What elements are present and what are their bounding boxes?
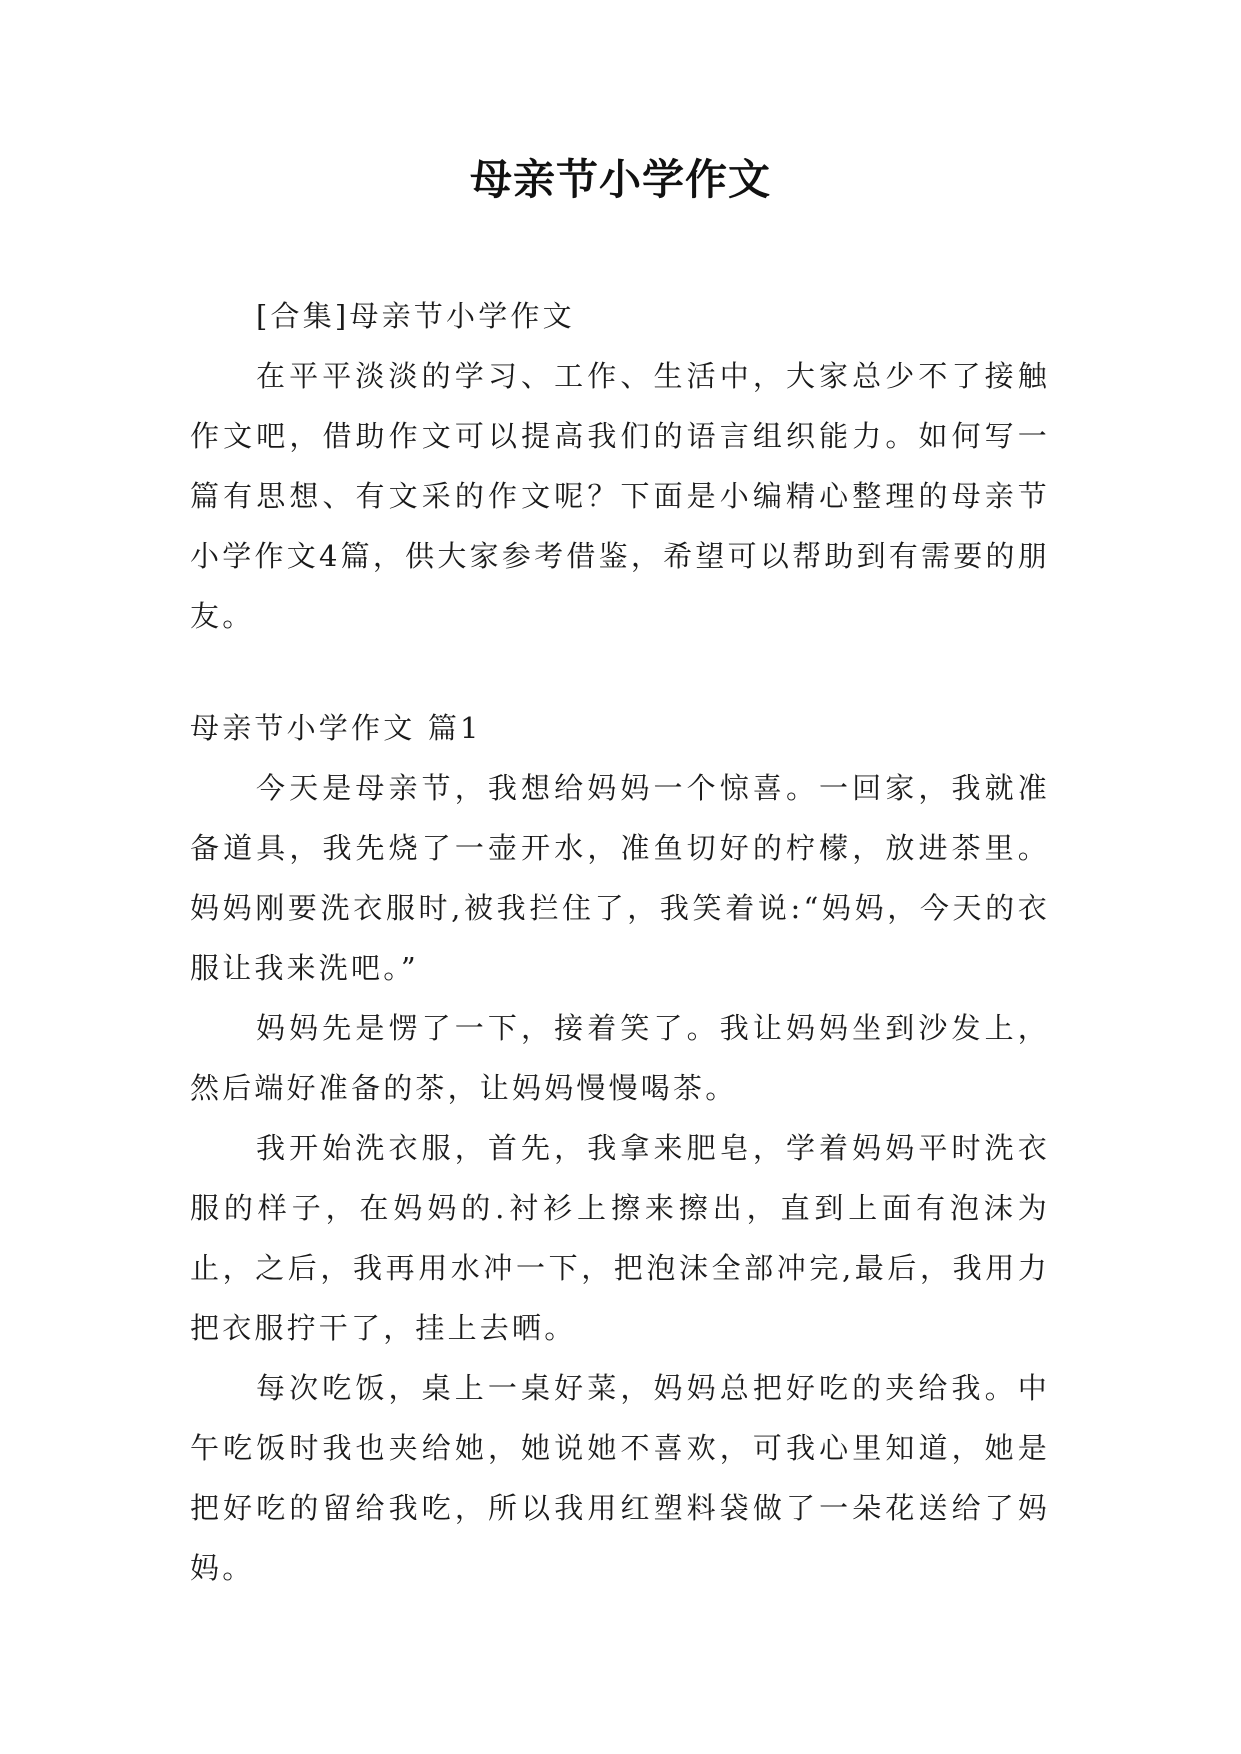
body-paragraph: 妈妈先是愣了一下，接着笑了。我让妈妈坐到沙发上，然后端好准备的茶，让妈妈慢慢喝茶。 [190,1011,1050,1105]
document-body [190,286,1050,1598]
intro-paragraph: 在平平淡淡的学习、工作、生活中，大家总少不了接触作文吧，借助作文可以提高我们的语言组织能力。如何写一篇有思想、有文采的作文呢？下面是小编精心整理的母亲节小学作文4篇，供大家参考借鉴，希望可以帮助到有需要的朋友。 [190,359,1050,633]
page-title: 母亲节小学作文 [469,155,771,204]
body-paragraph: 我开始洗衣服，首先，我拿来肥皂，学着妈妈平时洗衣服的样子，在妈妈的.衬衫上擦来擦出，直到上面有泡沫为止，之后，我再用水冲一下，把泡沫全部冲完,最后，我用力把衣服拧干了，挂上去晒。 [190,1131,1050,1345]
document-subtitle: [合集]母亲节小学作文 [256,299,575,333]
section-heading: 母亲节小学作文 篇1 [190,711,482,745]
body-paragraph: 今天是母亲节，我想给妈妈一个惊喜。一回家，我就准备道具，我先烧了一壶开水，准鱼切好的柠檬，放进茶里。妈妈刚要洗衣服时,被我拦住了，我笑着说:“妈妈，今天的衣服让我来洗吧。” [190,771,1050,985]
body-paragraph: 每次吃饭，桌上一桌好菜，妈妈总把好吃的夹给我。中午吃饭时我也夹给她，她说她不喜欢，可我心里知道，她是把好吃的留给我吃，所以我用红塑料袋做了一朵花送给了妈妈。 [190,1371,1050,1585]
